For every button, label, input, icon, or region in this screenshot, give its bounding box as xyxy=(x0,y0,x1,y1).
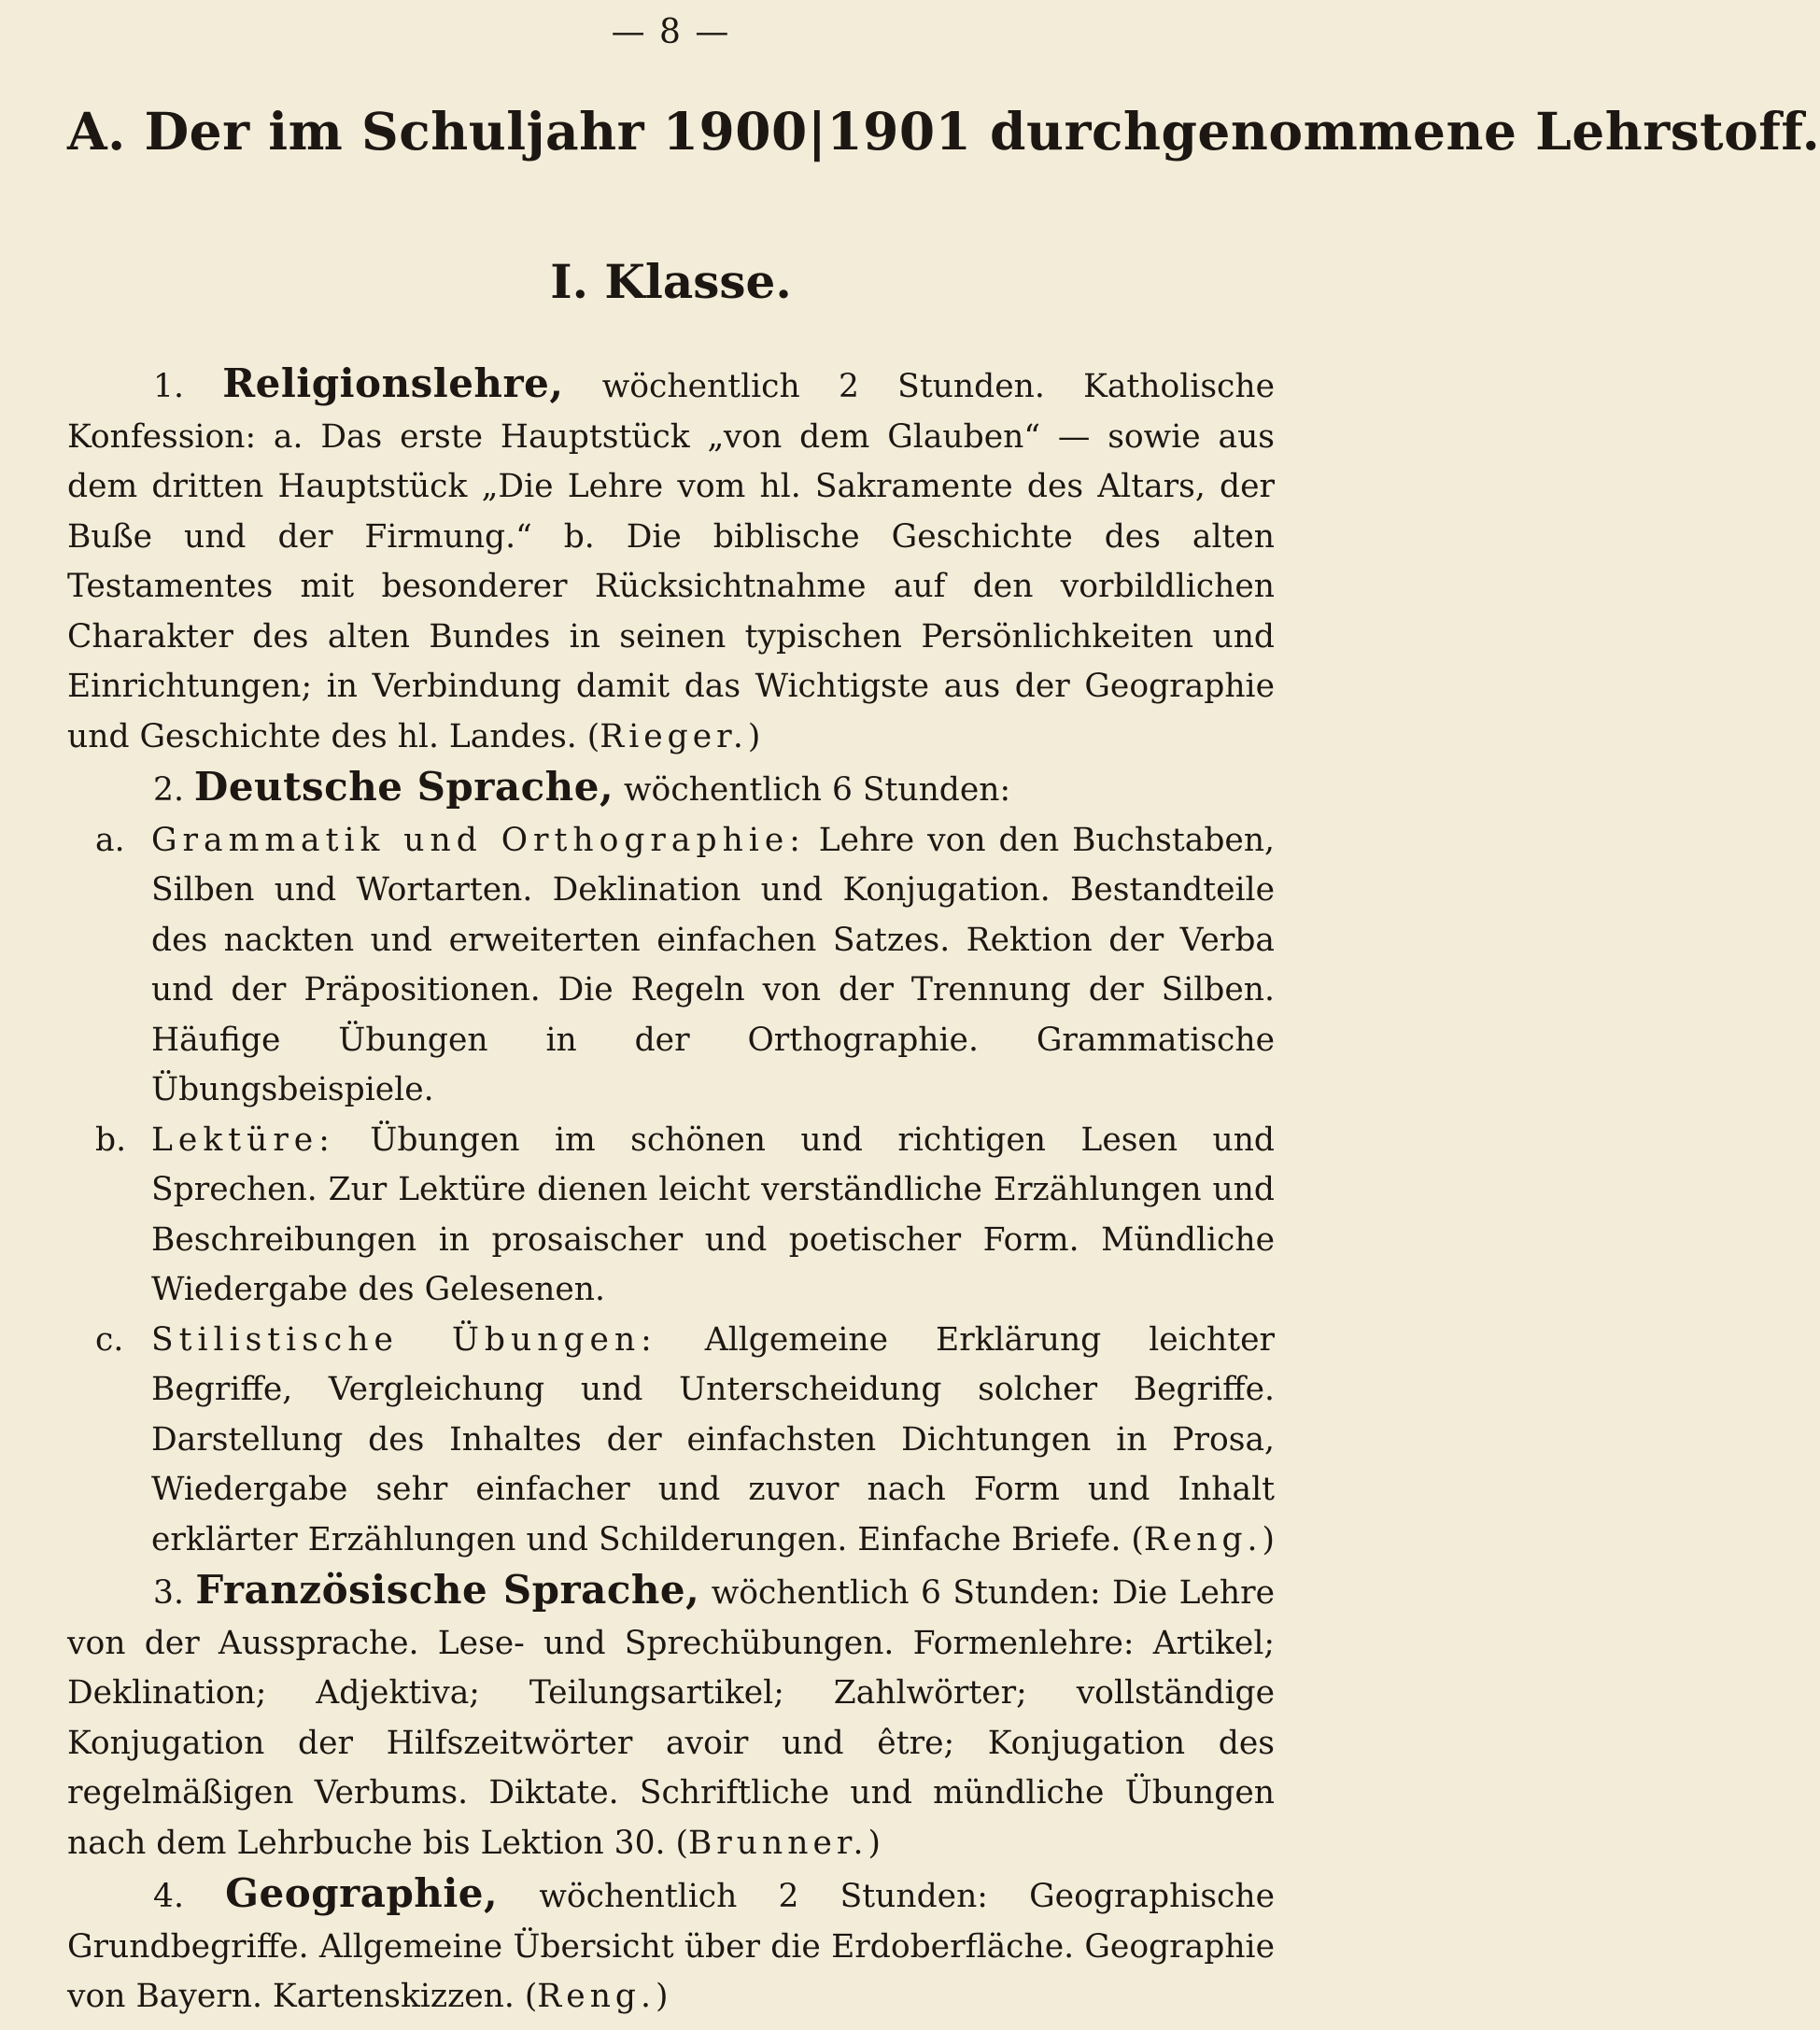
german-author: Reng. xyxy=(1143,1520,1263,1558)
religion-author-open: ( xyxy=(586,717,600,755)
french-text: wöchentlich 6 Stunden: Die Lehre von der Aussprache. Lese- und Sprechübungen. Formenlehre: Artikel; Deklination; Adjektiva; Teilungsartikel; Zahlwörter; vollständige Konjugation der Hilfszeitwörter avoir und être; Konjugation des regelmäßigen Verbums. Diktate. Schriftliche und mündliche Übungen nach dem Lehrbuche bis Lektion 30. xyxy=(67,1574,1276,1862)
german-text: wöchentlich 6 Stunden: xyxy=(624,771,1011,809)
french-author-close: ) xyxy=(868,1824,881,1862)
geography-author: Reng. xyxy=(537,1978,656,2015)
french-author-open: ( xyxy=(675,1824,688,1862)
german-item-c xyxy=(67,1316,1275,1566)
geography-author-open: ( xyxy=(524,1978,538,2015)
german-subject: Deutsche Sprache, xyxy=(193,764,614,810)
german-author-open: ( xyxy=(1131,1520,1144,1558)
religion-number: 1. xyxy=(153,368,184,405)
french-number: 3. xyxy=(153,1574,184,1612)
german-number: 2. xyxy=(153,771,184,809)
german-item-b-heading: Lektüre: xyxy=(151,1121,335,1159)
geography-section xyxy=(67,1868,1275,2023)
class-heading: I. Klasse. xyxy=(550,254,792,309)
religion-author: Rieger. xyxy=(600,717,748,755)
geography-subject: Geographie, xyxy=(225,1870,499,1916)
german-item-a-text: Lehre von den Buchstaben, Silben und Wortarten. Deklination und Konjugation. Bestandteile des nackten und erweiterten einfachen Satzes. Rektion der Verba und der Präpositionen. Die Regeln von der Trennung der Silben. Häufige Übungen in der Orthographie. Grammatische Übungsbeispiele. xyxy=(151,821,1276,1108)
curriculum-content xyxy=(67,359,1275,2023)
german-item-a-heading: Grammatik und Orthographie: xyxy=(151,821,806,859)
german-item-a-body xyxy=(151,816,1275,1116)
geography-author-close: ) xyxy=(655,1978,669,2015)
german-item-c-body xyxy=(151,1316,1275,1566)
german-item-b-body xyxy=(151,1116,1275,1316)
religion-section xyxy=(67,359,1275,762)
german-item-b xyxy=(67,1116,1275,1316)
german-section xyxy=(67,762,1275,816)
french-section xyxy=(67,1565,1275,1868)
german-item-b-letter: b. xyxy=(95,1121,127,1159)
religion-text: wöchentlich 2 Stunden. Katholische Konfession: a. Das erste Hauptstück „von dem Glauben“ — sowie aus dem dritten Hauptstück „Die Lehre vom hl. Sakramente des Altars, der Buße und der Firmung.“ b. Die biblische Geschichte des alten Testamentes mit besonderer Rücksichtnahme auf den vorbildlichen Charakter des alten Bundes in seinen typischen Persönlichkeiten und Einrichtungen; in Verbindung damit das Wichtigste aus der Geographie und Geschichte des hl. Landes. xyxy=(67,368,1276,755)
page-title: A. Der im Schuljahr 1900|1901 durchgenommene Lehrstoff. xyxy=(67,101,1820,162)
geography-text: wöchentlich 2 Stunden: Geographische Grundbegriffe. Allgemeine Übersicht über die Erdoberfläche. Geographie von Bayern. Kartenskizzen. xyxy=(67,1878,1276,2015)
german-item-a-letter: a. xyxy=(95,821,125,859)
geography-number: 4. xyxy=(153,1878,184,1915)
french-subject: Französische Sprache, xyxy=(195,1567,700,1613)
religion-subject: Religionslehre, xyxy=(222,360,564,406)
german-item-c-text: Allgemeine Erklärung leichter Begriffe, Vergleichung und Unterscheidung solcher Begriffe. Darstellung des Inhaltes der einfachsten Dichtungen in Prosa, Wiedergabe sehr einfacher und zuvor nach Form und Inhalt erklärter Erzählungen und Schilderungen. Einfache Briefe. xyxy=(151,1320,1276,1558)
german-author-close: ) xyxy=(1262,1520,1275,1558)
german-item-b-text: Übungen im schönen und richtigen Lesen und Sprechen. Zur Lektüre dienen leicht verständliche Erzählungen und Beschreibungen in prosaischer und poetischer Form. Mündliche Wiedergabe des Gelesenen. xyxy=(151,1121,1275,1308)
german-item-c-letter: c. xyxy=(95,1320,124,1359)
german-item-a xyxy=(67,816,1275,1116)
religion-author-close: ) xyxy=(747,717,761,755)
german-item-c-heading: Stilistische Übungen: xyxy=(151,1320,657,1359)
french-author: Brunner. xyxy=(687,1824,868,1862)
page-number: — 8 — xyxy=(611,13,731,51)
